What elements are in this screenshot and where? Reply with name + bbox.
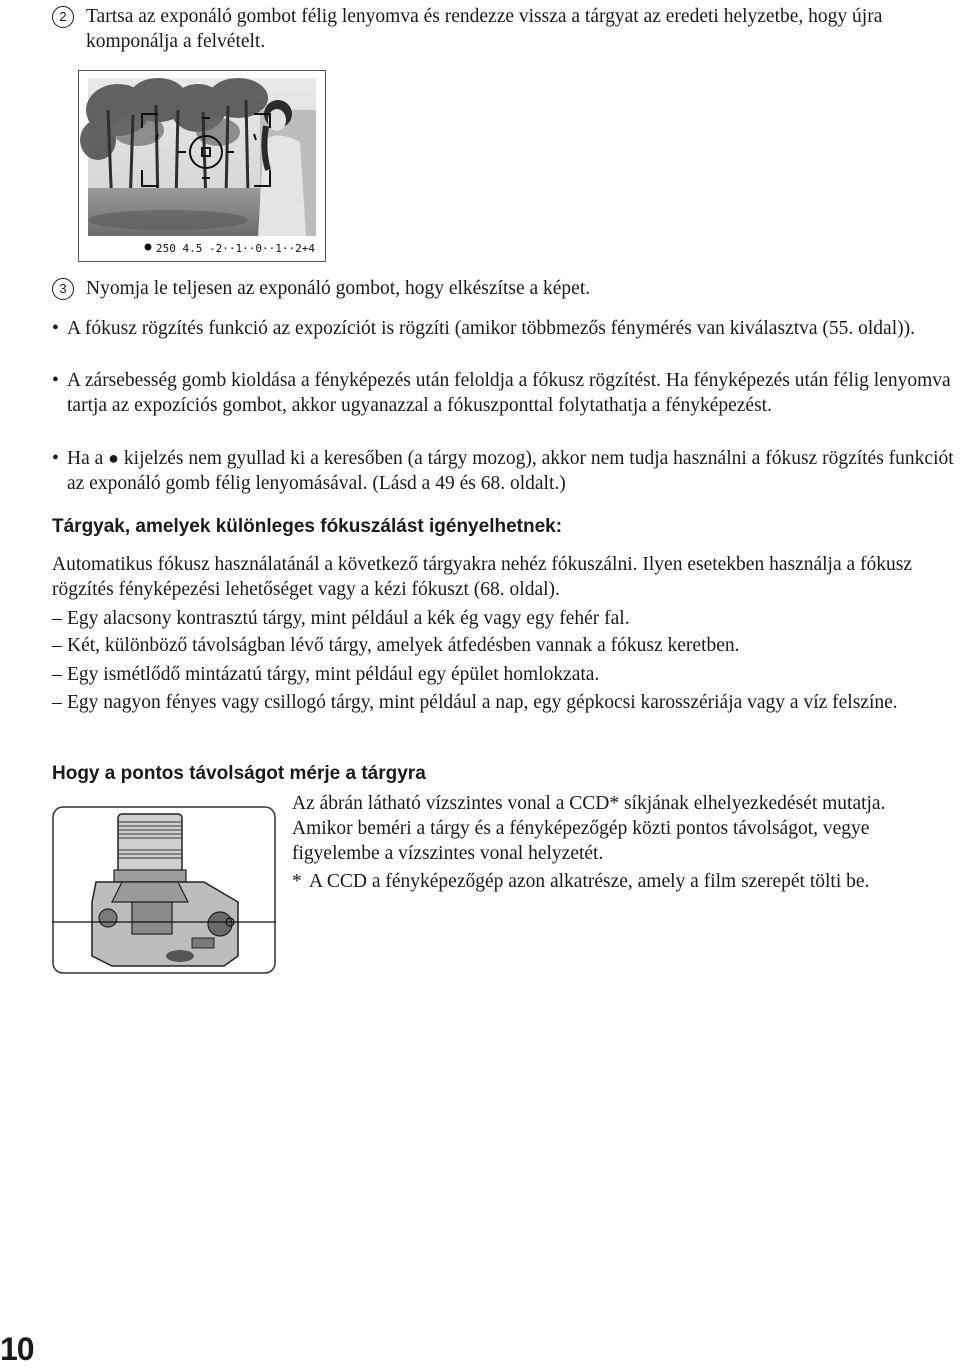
note-shutter-release: • A zársebesség gomb kioldása a fényképezés után feloldja a fókusz rögzítést. Ha fényképezés után félig lenyomva tartja az expozíciós gombot, akkor ugyanazzal a fókuszponttal folytathatja a fényképezést.: [52, 368, 957, 418]
list-item: – Két, különböző távolságban lévő tárgy, amelyek átfedésben vannak a fókusz keretben.: [52, 635, 740, 656]
step-number-3: 3: [52, 278, 74, 300]
ccd-explanation: Az ábrán látható vízszintes vonal a CCD* síkjának elhelyezkedését mutatja. Amikor beméri a tárgy és a fényképezőgép közti pontos távolságot, vegye figyelembe a vízszintes vonal helyzetét.: [292, 793, 886, 864]
viewfinder-photo: [78, 70, 326, 262]
list-item: – Egy alacsony kontrasztú tárgy, mint például a kék ég vagy egy fehér fal.: [52, 608, 630, 629]
focus-indicator-icon: ●: [108, 448, 120, 468]
step-2: [52, 4, 952, 54]
step-3-text: Nyomja le teljesen az exponáló gombot, hogy elkészítse a képet.: [86, 278, 591, 299]
viewfinder-status-text: 250 4.5 -2··1··0··1··2+4: [156, 242, 315, 255]
list-item: – Egy nagyon fényes vagy csillogó tárgy, mint például a nap, egy gépkocsi karosszériája vagy a víz felszíne.: [52, 692, 898, 713]
note-focus-indicator: • Ha a ● kijelzés nem gyullad ki a keresőben (a tárgy mozog), akkor nem tudja használni a fókusz rögzítés funkciót az exponáló gomb félig lenyomásával. (Lásd a 49 és 68. oldalt.): [52, 446, 957, 496]
viewfinder-illustration: [78, 70, 326, 262]
page-number: 10: [0, 1331, 34, 1367]
camera-illustration: [52, 806, 276, 974]
note-focus-lock-exposure: • A fókusz rögzítés funkció az expozíciót is rögzíti (amikor többmezős fénymérés van kiválasztva (55. oldal)).: [52, 316, 957, 341]
section-intro: Automatikus fókusz használatánál a következő tárgyakra nehéz fókuszálni. Ilyen esetekben használja a fókusz rögzítés fényképezési lehetőséget vagy a kézi fókuszt (68. oldal).: [52, 554, 913, 600]
camera-top-view-icon: [52, 806, 276, 974]
note-text: A zársebesség gomb kioldása a fényképezés után feloldja a fókusz rögzítést. Ha fényképezés után félig lenyomva tartja az expozíciós gombot, akkor ugyanazzal a fókuszponttal folytathatja a fényképezést.: [67, 370, 951, 416]
step-number-2: 2: [52, 6, 74, 28]
section-heading-distance: Hogy a pontos távolságot mérje a tárgyra: [52, 763, 426, 784]
section-heading-difficult-subjects: Tárgyak, amelyek különleges fókuszálást igényelhetnek:: [52, 516, 563, 537]
step-2-text: Tartsa az exponáló gombot félig lenyomva és rendezze vissza a tárgyat az eredeti helyzetbe, hogy újra komponálja a felvételt.: [86, 6, 883, 52]
note-text: Ha a ● kijelzés nem gyullad ki a keresőben (a tárgy mozog), akkor nem tudja használni a fókusz rögzítés funkciót az exponáló gomb félig lenyomásával. (Lásd a 49 és 68. oldalt.): [67, 448, 954, 494]
footnote: [292, 869, 932, 894]
list-item: – Egy ismétlődő mintázatú tárgy, mint például egy épület homlokzata.: [52, 664, 600, 685]
step-3: [52, 276, 952, 301]
footnote-mark: *: [292, 871, 302, 892]
footnote-text: A CCD a fényképezőgép azon alkatrésze, amely a film szerepét tölti be.: [309, 871, 870, 892]
note-text: A fókusz rögzítés funkció az expozíciót is rögzíti (amikor többmezős fénymérés van kiválasztva (55. oldal)).: [67, 318, 915, 339]
